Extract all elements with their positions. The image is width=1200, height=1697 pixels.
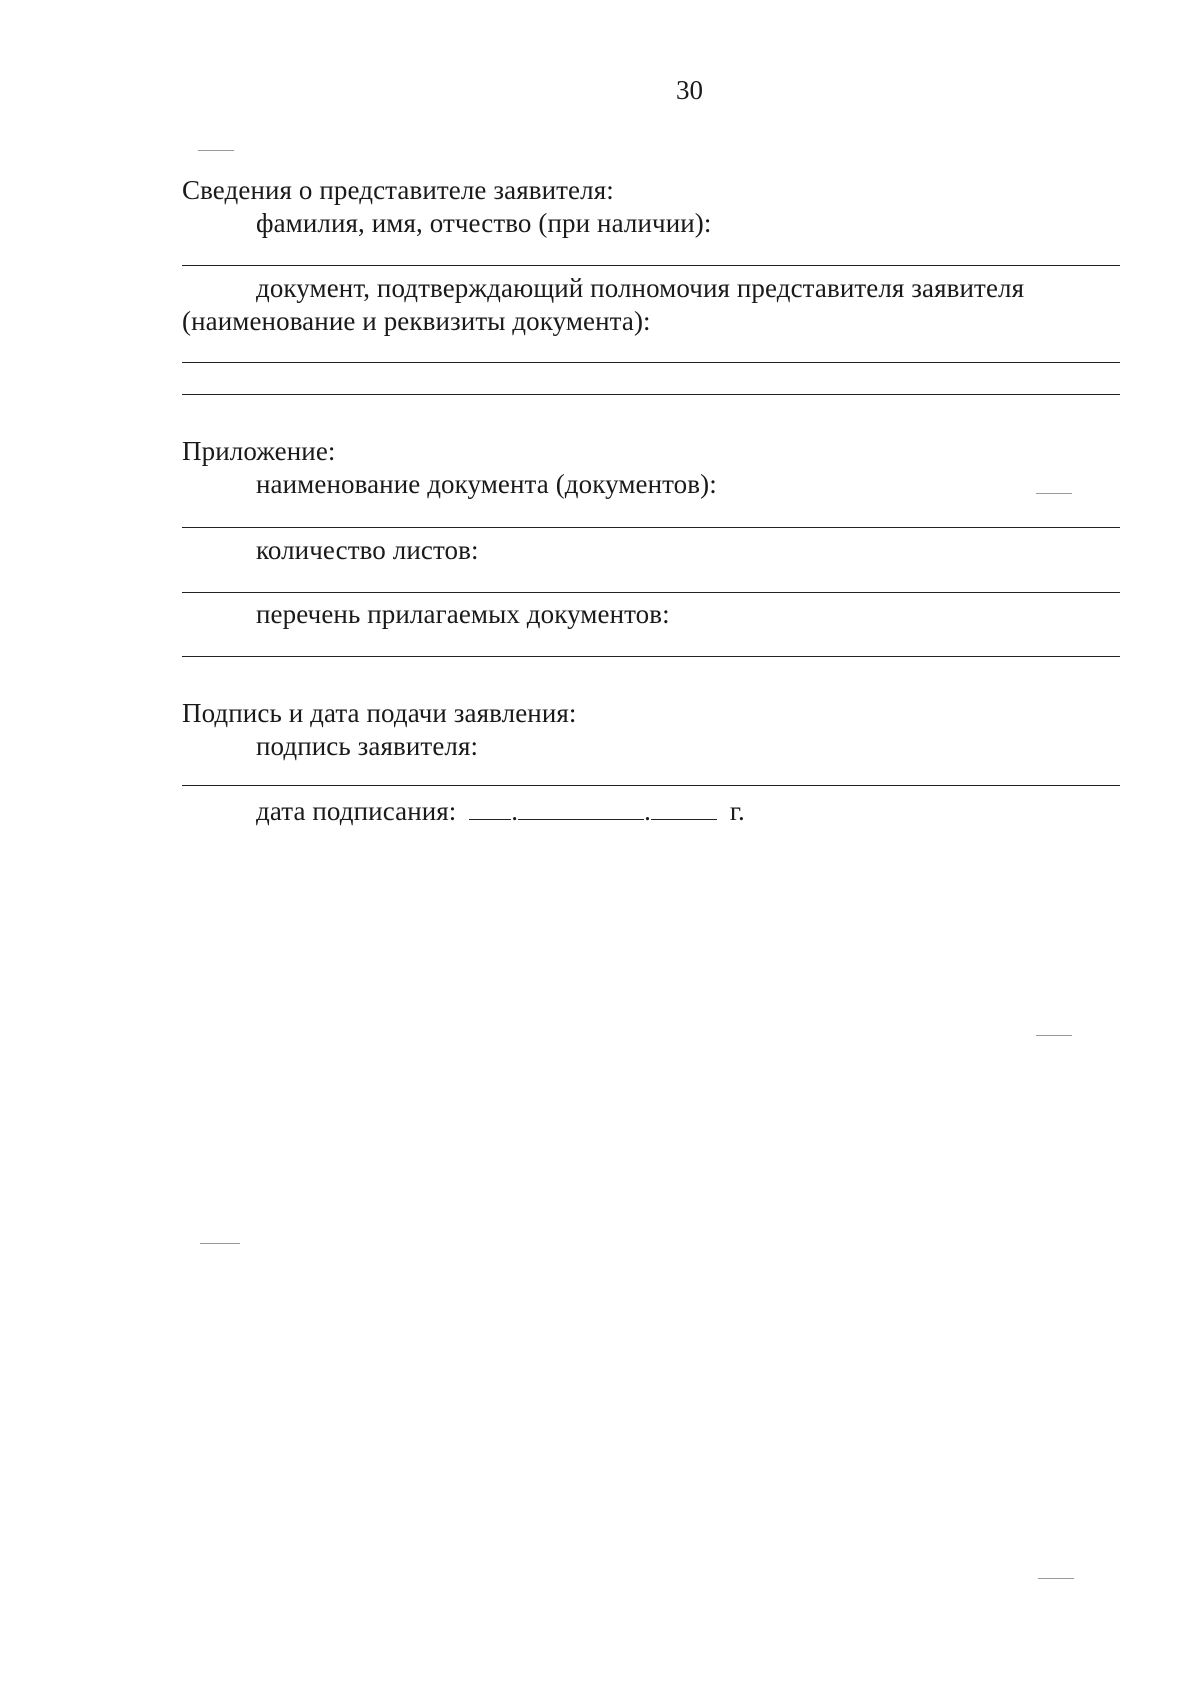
signature-heading: Подпись и дата подачи заявления: [182, 698, 577, 728]
date-separator: . [511, 796, 519, 826]
scan-mark [198, 150, 234, 151]
applicant-signature-label: подпись заявителя: [256, 731, 479, 761]
attachment-heading: Приложение: [182, 436, 336, 466]
attachment-doc-list-field[interactable] [182, 656, 1120, 657]
scan-mark [1038, 1578, 1074, 1579]
representative-name-field[interactable] [182, 265, 1120, 266]
authority-document-field-line2[interactable] [182, 394, 1120, 395]
signing-date-day-field[interactable] [469, 795, 511, 820]
authority-document-field-line1[interactable] [182, 362, 1120, 363]
signing-date-row [256, 795, 745, 827]
representative-heading: Сведения о представителе заявителя: [182, 175, 614, 205]
signing-date-year-field[interactable] [651, 795, 717, 820]
date-separator: . [644, 796, 651, 826]
year-suffix: г. [729, 796, 745, 826]
authority-document-label-line1: документ, подтверждающий полномочия представителя заявителя [256, 273, 1025, 303]
authority-document-label-line2: (наименование и реквизиты документа): [182, 306, 651, 336]
scan-mark [1036, 493, 1072, 494]
attachment-sheet-count-field[interactable] [182, 592, 1120, 593]
signing-date-month-field[interactable] [518, 795, 644, 820]
signing-date-label: дата подписания: [256, 796, 457, 826]
page-number: 30 [676, 75, 703, 105]
representative-name-label: фамилия, имя, отчество (при наличии): [256, 208, 712, 238]
attachment-doc-name-label: наименование документа (документов): [256, 469, 717, 499]
scan-mark [200, 1243, 240, 1244]
scan-mark [1036, 1035, 1072, 1036]
attachment-doc-name-field[interactable] [182, 527, 1120, 528]
attachment-doc-list-label: перечень прилагаемых документов: [256, 599, 670, 629]
applicant-signature-field[interactable] [182, 785, 1120, 786]
attachment-sheet-count-label: количество листов: [256, 535, 479, 565]
